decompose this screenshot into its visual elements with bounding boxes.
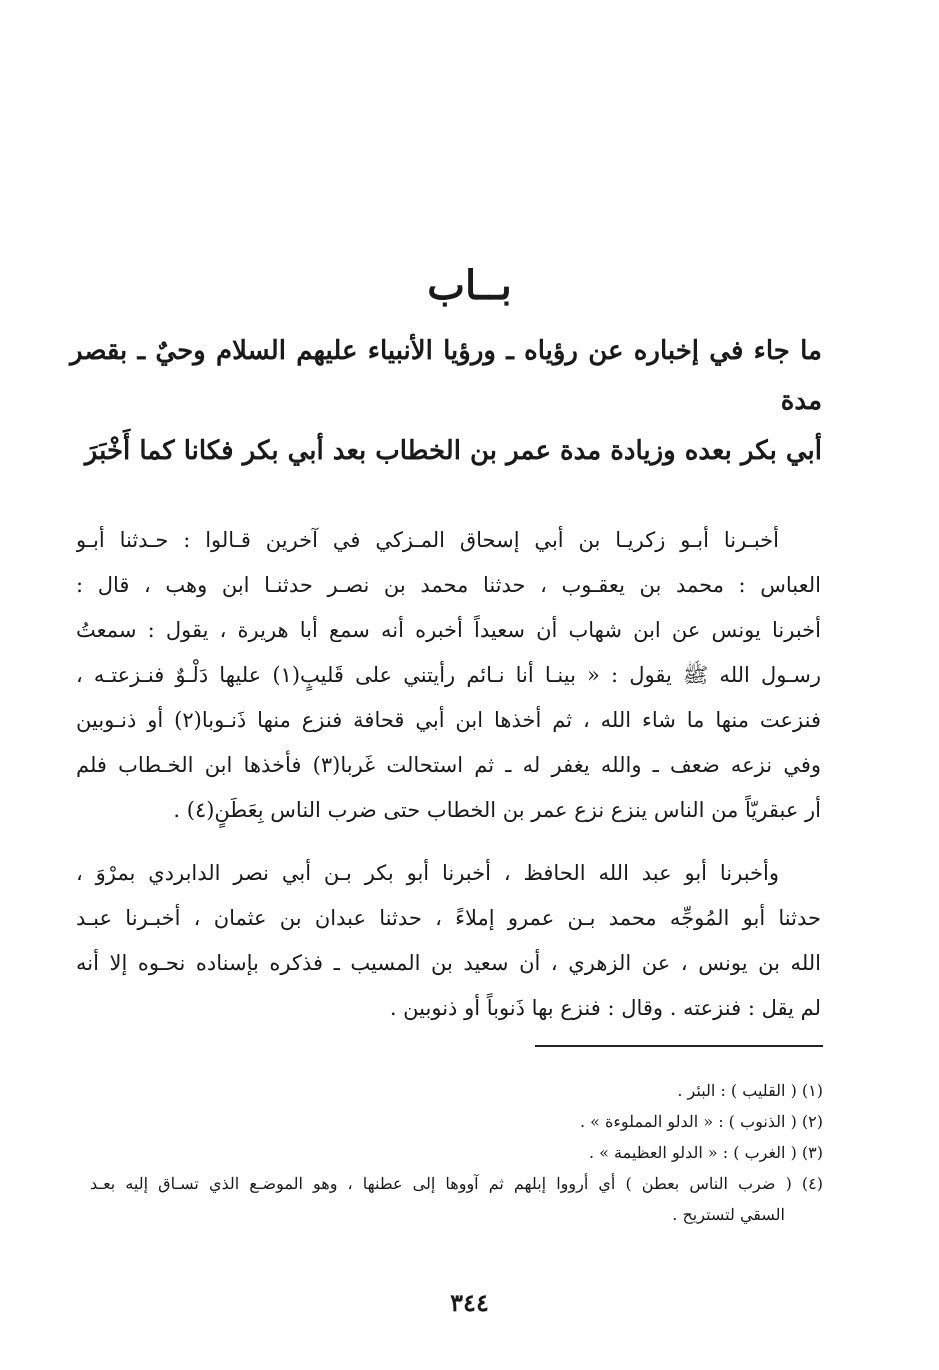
- hadith-paragraph: [76, 851, 821, 1031]
- text-line: الله بن يونس ، عن الزهري ، أن سعيد بن المسيب ـ فذكره بإسناده نحـوه إلا أنه: [76, 951, 821, 975]
- chapter-title-line: أبي بكر بعده وزيادة مدة عمر بن الخطاب بعد أبي بكر فكانا كما أَخْبَرَ: [84, 436, 822, 466]
- text-line: أر عبقريّاً من الناس ينزع نزع عمر بن الخطاب حتى ضرب الناس بِعَطَنٍ(٤) .: [173, 798, 821, 822]
- chapter-heading: بــاب: [427, 262, 512, 309]
- chapter-title-line: ما جاء في إخباره عن رؤياه ـ ورؤيا الأنبياء عليهم السلام وحيٌ ـ بقصر مدة: [70, 336, 822, 416]
- text-line: أخبـرنا أبـو زكريـا بن أبي إسحاق المـزكي في آخرين قـالوا : حـدثنا أبـو: [76, 528, 779, 552]
- footnote: (٢) ( الذنوب ) : « الدلو المملوءة » .: [579, 1112, 823, 1131]
- body-text: [76, 518, 821, 1031]
- hadith-paragraph: [76, 518, 821, 833]
- footnote-divider: [535, 1045, 823, 1047]
- text-line: وفي نزعه ضعف ـ والله يغفر له ـ ثم استحالت غَربا(٣) فأخذها ابن الخـطاب فلم: [76, 753, 821, 777]
- footnotes: [90, 1075, 823, 1230]
- text-line: العباس : محمد بن يعقـوب ، حدثنا محمد بن نصـر حدثنـا ابن وهب ، قال :: [76, 573, 821, 597]
- text-line: أخبرنا يونس عن ابن شهاب أن سعيداً أخبره أنه سمع أبا هريرة ، يقول : سمعتُ: [76, 618, 821, 642]
- footnote: (٣) ( الغرب ) : « الدلو العظيمة » .: [588, 1143, 823, 1162]
- footnote: (١) ( القليب ) : البئر .: [677, 1081, 823, 1100]
- text-line: وأخبرنا أبو عبد الله الحافظ ، أخبرنا أبو بكر بـن أبي نصر الدابردي بمرْوَ ،: [76, 861, 779, 885]
- footnote: (٤) ( ضرب الناس بعطن ) أي أرووا إبلهم ثم آووها إلى عطنها ، وهو الموضـع الذي تسـاق إليه بعـد: [90, 1174, 823, 1193]
- text-line: رسـول الله ﷺ يقول : « بينـا أنا نـائم رأيتني على قَليبٍ(١) عليها دَلْـوٌ فنـزعتـه ،: [76, 663, 821, 687]
- page-number: ٣٤٤: [450, 1288, 489, 1317]
- text-line: حدثنا أبو المُوجِّه محمد بـن عمرو إملاءً ، حدثنا عبدان بن عثمان ، أخبـرنا عبـد: [76, 906, 821, 930]
- text-line: لم يقل : فنزعته . وقال : فنزع بها ذَنوباً أو ذنوبين .: [389, 996, 821, 1020]
- chapter-title: [70, 326, 822, 476]
- text-line: فنزعت منها ما شاء الله ، ثم أخذها ابن أبي قحافة فنزع منها ذَنـوبا(٢) أو ذنـوبين: [76, 708, 821, 732]
- footnote-continuation: السقي لتستريح .: [672, 1205, 785, 1224]
